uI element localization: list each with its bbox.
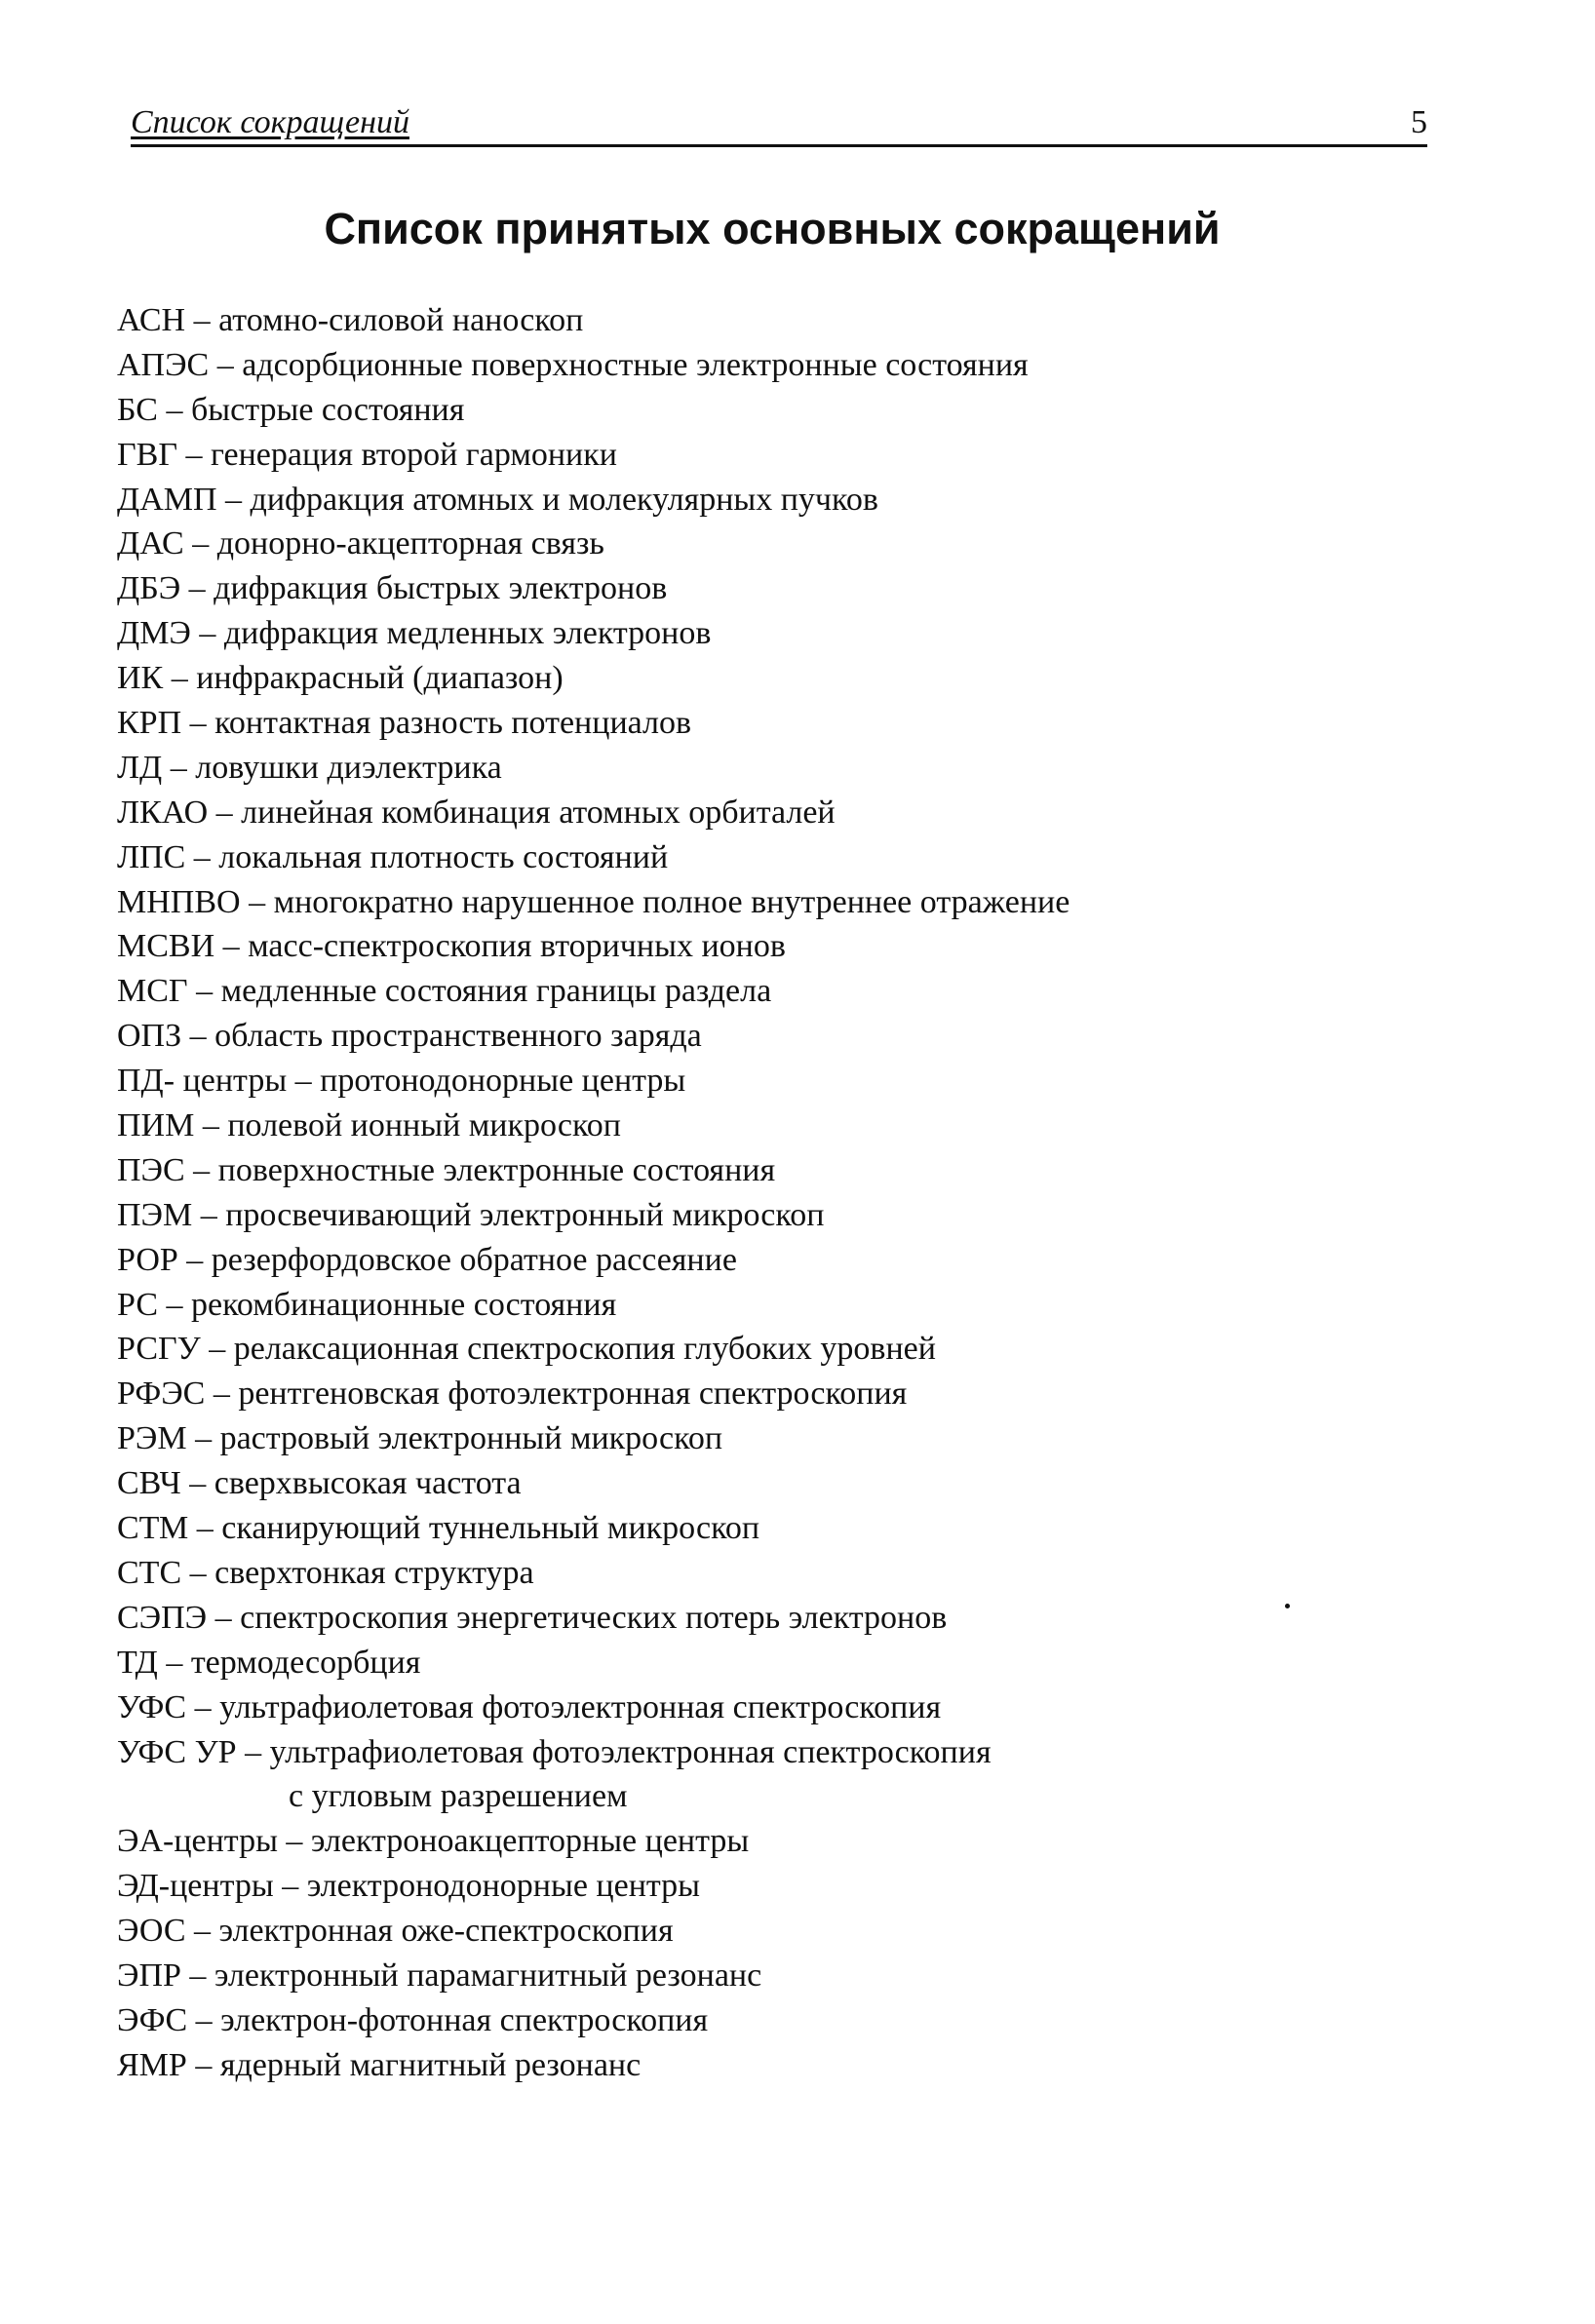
abbreviation-item: МНПВО – многократно нарушенное полное внутреннее отражение <box>117 883 1070 920</box>
abbreviation-item: ЭОС – электронная оже-спектроскопия <box>117 1913 674 1950</box>
abbreviation-item: ЯМР – ядерный магнитный резонанс <box>117 2046 642 2083</box>
abbreviation-item: РЭМ – растровый электронный микроскоп <box>117 1420 723 1457</box>
abbreviation-item: МСВИ – масс-спектроскопия вторичных ионов <box>117 928 786 965</box>
abbreviation-item: ДМЭ – дифракция медленных электронов <box>117 615 712 652</box>
abbreviation-item: ПЭС – поверхностные электронные состояния <box>117 1151 776 1188</box>
abbreviation-item: ЭФС – электрон-фотонная спектроскопия <box>117 2001 709 2038</box>
abbreviation-item: ПИМ – полевой ионный микроскоп <box>117 1107 621 1144</box>
abbreviation-item: ЭПР – электронный парамагнитный резонанс <box>117 1956 762 1994</box>
abbreviation-item: СТМ – сканирующий туннельный микроскоп <box>117 1510 760 1547</box>
running-title: Список сокращений <box>131 104 409 140</box>
abbreviation-item: ОПЗ – область пространственного заряда <box>117 1018 702 1055</box>
running-header <box>131 101 1427 147</box>
page-number: 5 <box>1411 104 1427 140</box>
abbreviation-item: ЛД – ловушки диэлектрика <box>117 749 502 786</box>
abbreviation-item: УФС – ультрафиолетовая фотоэлектронная спектроскопия <box>117 1688 942 1725</box>
abbreviation-item: СВЧ – сверхвысокая частота <box>117 1465 522 1502</box>
abbreviation-item: ГВГ – генерация второй гармоники <box>117 436 617 473</box>
abbreviation-item: ЭА-центры – электроноакцепторные центры <box>117 1823 750 1860</box>
abbreviation-item: ДАМП – дифракция атомных и молекулярных пучков <box>117 481 878 518</box>
abbreviation-item: РФЭС – рентгеновская фотоэлектронная спектроскопия <box>117 1375 908 1413</box>
abbreviation-item: ПД- центры – протонодонорные центры <box>117 1063 686 1100</box>
abbreviation-item: ПЭМ – просвечивающий электронный микроскоп <box>117 1196 825 1233</box>
abbreviation-item: РОР – резерфордовское обратное рассеяние <box>117 1241 737 1278</box>
abbreviation-item: КРП – контактная разность потенциалов <box>117 705 692 742</box>
abbreviation-item: ДБЭ – дифракция быстрых электронов <box>117 570 668 607</box>
abbreviation-item: РС – рекомбинационные состояния <box>117 1286 617 1323</box>
abbreviation-item: ЛКАО – линейная комбинация атомных орбиталей <box>117 794 836 831</box>
abbreviation-item: ДАС – донорно-акцепторная связь <box>117 525 604 562</box>
abbreviation-item-continuation: с угловым разрешением <box>289 1778 628 1815</box>
abbreviation-item: АПЭС – адсорбционные поверхностные электронные состояния <box>117 346 1029 383</box>
abbreviation-item: РСГУ – релаксационная спектроскопия глубоких уровней <box>117 1331 936 1368</box>
abbreviation-item: ЛПС – локальная плотность состояний <box>117 838 669 875</box>
abbreviation-list <box>117 298 1482 2088</box>
abbreviation-item: СТС – сверхтонкая структура <box>117 1554 534 1591</box>
abbreviation-item: АСН – атомно-силовой наноскоп <box>117 302 584 338</box>
abbreviation-item: СЭПЭ – спектроскопия энергетических потерь электронов <box>117 1599 948 1636</box>
abbreviation-item: ЭД-центры – электронодонорные центры <box>117 1868 701 1905</box>
stray-dot-mark <box>1285 1604 1290 1608</box>
abbreviation-item: ИК – инфракрасный (диапазон) <box>117 660 564 697</box>
abbreviation-item: БС – быстрые состояния <box>117 391 465 428</box>
abbreviation-item: ТД – термодесорбция <box>117 1644 421 1681</box>
page-title: Список принятых основных сокращений <box>324 204 1221 253</box>
abbreviation-item: УФС УР – ультрафиолетовая фотоэлектронная спектроскопия <box>117 1733 992 1770</box>
abbreviation-item: МСГ – медленные состояния границы раздела <box>117 973 772 1010</box>
